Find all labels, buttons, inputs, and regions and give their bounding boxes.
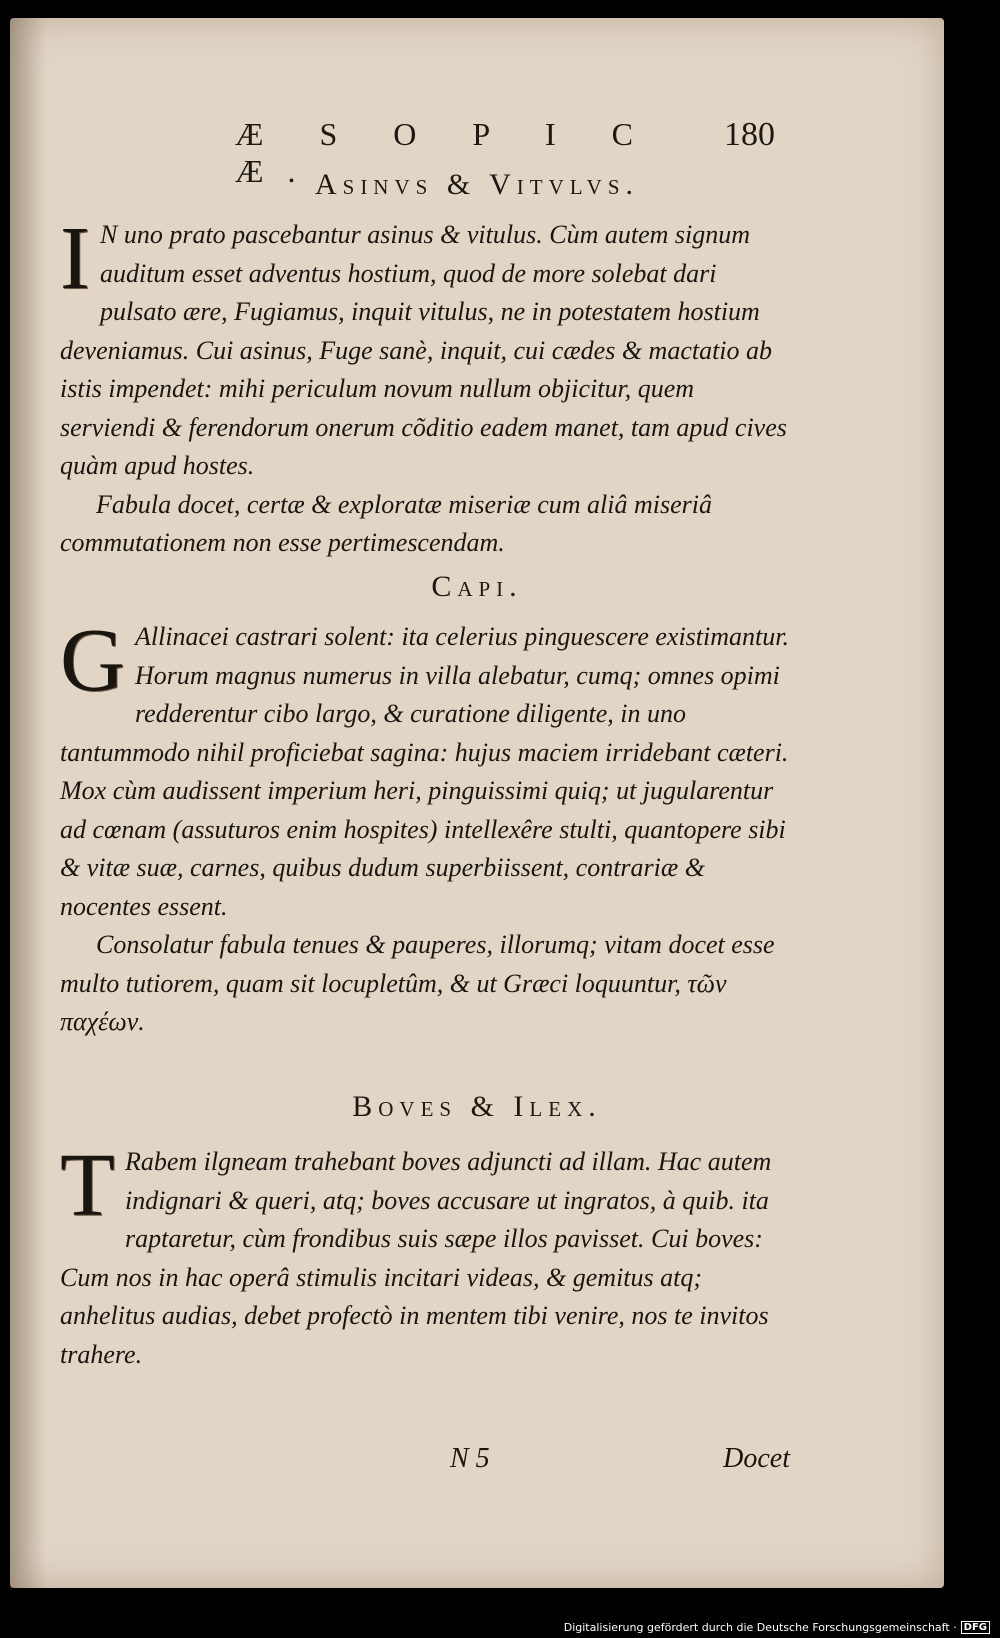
signature-mark: N 5 — [450, 1443, 490, 1474]
fable-body — [60, 1136, 790, 1374]
book-page — [10, 18, 944, 1588]
fable-moral: Fabula docet, certæ & exploratæ miseriæ cum aliâ miseriâ commutationem non esse pertimescendam. — [60, 489, 712, 557]
catchword: Docet — [723, 1443, 790, 1474]
fable-moral: Consolatur fabula tenues & pauperes, illorumq; vitam docet esse multo tutiorem, quam sit locupletûm, & ut Græci loquuntur, τῶν παχέων. — [60, 930, 775, 1036]
page-spine-shadow — [10, 18, 46, 1588]
fable-text-boves — [60, 1136, 790, 1374]
fable-text-capi — [60, 611, 790, 1042]
fable-title-capi: Capi. — [431, 570, 523, 603]
running-head-title: Æ S O P I C Æ. — [235, 116, 657, 189]
dfg-logo: DFG — [961, 1621, 990, 1634]
credit-text: Digitalisierung gefördert durch die Deutsche Forschungsgemeinschaft · — [563, 1621, 957, 1634]
fable-body — [60, 611, 790, 926]
fable-body-text: Rabem ilgneam trahebant boves adjuncti ad illam. Hac autem indignari & queri, atq; boves accusare ut ingratos, à quib. ita raptaretur, cùm frondibus suis sæpe illos pavisset. Cui boves: Cum nos in hac operâ stimulis incitari videas, & gemitus atq; anhelitus audias, debet profectò in mentem tibi venire, nos te invitos trahere. — [60, 1147, 772, 1369]
fable-body — [60, 209, 790, 486]
fable-title-asinus: Asinvs & Vitvlvs. — [314, 168, 640, 201]
page-number: 180 — [724, 116, 775, 153]
fable-body-text: N uno prato pascebantur asinus & vitulus. Cùm autem signum auditum esset adventus hostium, quod de more solebat dari pulsato ære, Fugiamus, inquit vitulus, ne in potestatem hostium deveniamus. Cui asinus, Fuge sanè, inquit, cui cædes & mactatio ab istis impendet: mihi periculum novum nullum objicitur, quem serviendi & ferendorum onerum cõditio eadem manet, tam apud cives quàm apud hostes. — [60, 220, 787, 480]
dropcap: I — [60, 209, 90, 308]
catchwords-line — [450, 1443, 790, 1475]
fable-title-boves: Boves & Ilex. — [352, 1090, 602, 1123]
fable-body-text: Allinacei castrari solent: ita celerius pinguescere existimantur. Horum magnus numerus in villa alebatur, cumq; omnes opimi redderentur cibo largo, & curatione diligente, in uno tantummodo nihil proficiebat sagina: hujus maciem irridebant cæteri. Mox cùm audissent imperium heri, pinguissimi quiq; ut jugularentur ad cœnam (assuturos enim hospites) intellexêre stulti, quantopere sibi & vitæ suæ, carnes, quibus dudum superbiissent, contrariæ & nocentes essent. — [60, 622, 789, 921]
fable-text-asinus — [60, 209, 790, 563]
dropcap: T — [60, 1136, 115, 1235]
dropcap: G — [60, 611, 125, 710]
digitization-credit — [564, 1621, 990, 1634]
